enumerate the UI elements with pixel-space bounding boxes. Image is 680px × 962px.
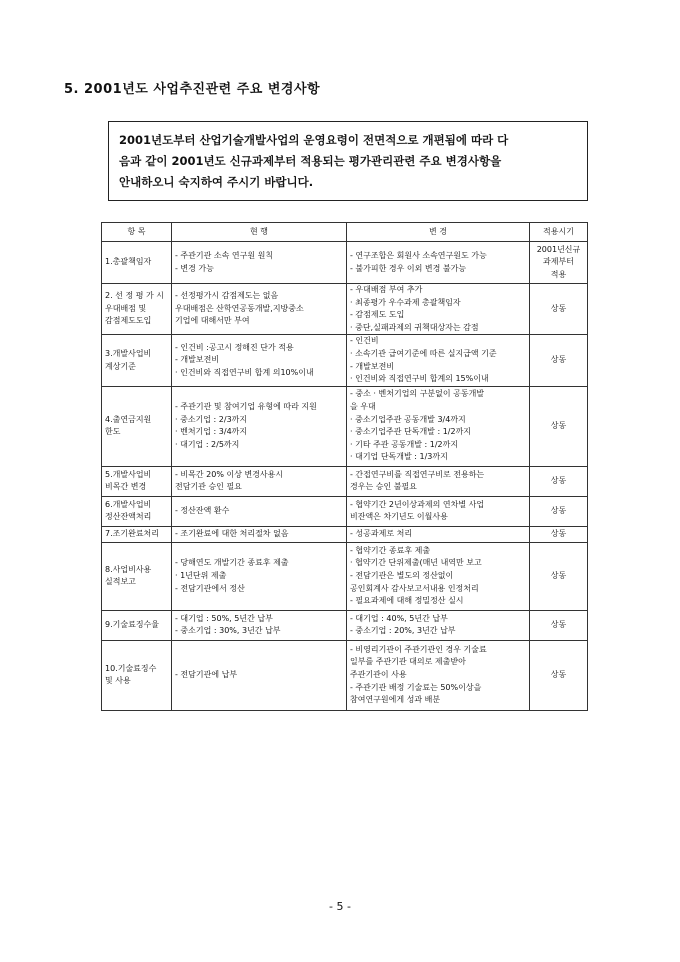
row-current-cell [172, 284, 347, 335]
cell-line: - 주관기관 소속 연구원 원칙 [175, 250, 274, 260]
cell-line: 정산잔액처리 [105, 512, 152, 522]
cell-line: - 주관기관 및 참여기업 유형에 따라 지원 [175, 402, 317, 412]
row-change-cell [347, 386, 530, 466]
cell-line: 공인회계사 감사보고서내용 인정처리 [350, 583, 479, 593]
cell-line: 상동 [550, 303, 567, 313]
row-apply-cell [530, 242, 588, 284]
cell-line: 상동 [550, 475, 567, 485]
cell-line: - 우대배점 부여 추가 [350, 285, 423, 294]
cell-line: 실적보고 [105, 577, 136, 587]
row-item-cell [102, 542, 172, 610]
row-current-cell [172, 640, 347, 710]
row-change-cell [347, 610, 530, 640]
cell-line: - 협약기간 2년이상과제의 연차별 사업 [350, 499, 485, 509]
notice-box [108, 121, 588, 201]
row-apply-cell [530, 466, 588, 496]
cell-line: 참여연구원에게 성과 배분 [350, 695, 441, 705]
cell-line: - 중소 · 벤처기업의 구분없이 공동개발 [350, 389, 485, 399]
cell-line: 3.개발사업비 [105, 348, 152, 358]
header-change: 변 경 [347, 223, 530, 242]
cell-line: 과제부터 [543, 257, 574, 267]
cell-line: - 인건비 [350, 336, 379, 346]
cell-line: 우대배점 및 [105, 303, 147, 313]
cell-line: · 기타 주관 공동개발 : 1/2까지 [350, 439, 459, 449]
cell-line: 주관기관이 사용 [350, 669, 407, 679]
cell-line: - 개발보전비 [350, 361, 395, 371]
cell-line: - 성공과제로 처리 [350, 528, 413, 538]
cell-line: 적용 [550, 269, 567, 279]
cell-line: - 당해연도 개발기간 종료후 제출 [175, 558, 289, 568]
notice-line: 안내하오니 숙지하여 주시기 바랍니다. [119, 175, 314, 189]
table-row [102, 496, 588, 526]
table-row [102, 610, 588, 640]
cell-line: - 인건비 :공고시 정해진 단가 적용 [175, 342, 294, 352]
cell-line: - 불가피한 경우 이외 변경 불가능 [350, 263, 467, 273]
cell-line: 한도 [105, 427, 121, 437]
cell-line: 계상기준 [105, 361, 136, 371]
cell-line: 7.조기완료처리 [105, 528, 160, 538]
cell-line: 상동 [550, 420, 567, 430]
cell-line: · 협약기간 단위제출(매년 내역만 보고 [350, 558, 482, 568]
page-number: - 5 - [329, 900, 351, 913]
cell-line: - 선정평가시 감점제도는 없음 [175, 291, 279, 301]
cell-line: 6.개발사업비 [105, 499, 152, 509]
table-row [102, 284, 588, 335]
table-row [102, 640, 588, 710]
cell-line: 상동 [550, 528, 567, 538]
row-change-cell [347, 496, 530, 526]
row-change-cell [347, 335, 530, 386]
row-item-cell [102, 640, 172, 710]
cell-line: 감점제도도입 [105, 316, 152, 326]
cell-line: - 비목간 20% 이상 변경사용시 [175, 469, 284, 479]
cell-line: - 필요과제에 대해 정밀정산 실시 [350, 596, 464, 606]
cell-line: · 대기업 : 2/5까지 [175, 439, 240, 449]
table-row [102, 242, 588, 284]
cell-line: 8.사업비사용 [105, 564, 152, 574]
cell-line: - 변경 가능 [175, 263, 214, 273]
cell-line: · 인건비와 직접연구비 합계의 15%이내 [350, 374, 489, 384]
cell-line: - 전담기관에 납부 [175, 669, 238, 679]
section-title: 5. 2001년도 사업추진관련 주요 변경사항 [64, 82, 321, 97]
row-apply-cell [530, 610, 588, 640]
cell-line: 우대배점은 산학연공동개발,지방중소 [175, 303, 304, 313]
row-apply-cell [530, 335, 588, 386]
cell-line: · 소속기관 급여기준에 따른 실지급액 기준 [350, 348, 497, 358]
row-apply-cell [530, 542, 588, 610]
cell-line: 상동 [550, 619, 567, 629]
notice-line: 2001년도부터 산업기술개발사업의 운영요령이 전면적으로 개편됨에 따라 다 [119, 133, 509, 147]
header-current: 현 행 [172, 223, 347, 242]
table-row [102, 466, 588, 496]
row-current-cell [172, 335, 347, 386]
table-row [102, 542, 588, 610]
row-item-cell [102, 496, 172, 526]
cell-line: 기업에 대해서만 부여 [175, 316, 250, 326]
cell-line: · 대기업 단독개발 : 1/3까지 [350, 452, 448, 462]
table-body [102, 242, 588, 711]
cell-line: 상동 [550, 669, 567, 679]
row-item-cell [102, 466, 172, 496]
cell-line: - 연구조합은 회원사 소속연구원도 가능 [350, 250, 487, 260]
table-row [102, 335, 588, 386]
cell-line: - 간접연구비를 직접연구비로 전용하는 [350, 469, 485, 479]
row-item-cell [102, 386, 172, 466]
cell-line: - 전담기관은 별도의 정산없이 [350, 570, 454, 580]
row-change-cell [347, 640, 530, 710]
row-item-cell [102, 335, 172, 386]
row-apply-cell [530, 526, 588, 542]
cell-line: - 정산잔액 환수 [175, 505, 230, 515]
cell-line: · 인건비와 직접연구비 합계 의10%이내 [175, 367, 314, 377]
cell-line: · 중단,실패과제의 귀책대상자는 감점 [350, 322, 479, 332]
table-row [102, 526, 588, 542]
cell-line: - 비영리기관이 주관기관인 경우 기술료 [350, 644, 487, 654]
cell-line: · 1년단위 제출 [175, 570, 227, 580]
row-current-cell [172, 496, 347, 526]
row-change-cell [347, 526, 530, 542]
row-current-cell [172, 542, 347, 610]
cell-line: 4.출연금지원 [105, 414, 152, 424]
row-item-cell [102, 242, 172, 284]
row-item-cell [102, 284, 172, 335]
row-change-cell [347, 466, 530, 496]
row-apply-cell [530, 496, 588, 526]
cell-line: - 대기업 : 40%, 5년간 납부 [350, 613, 448, 623]
cell-line: 5.개발사업비 [105, 469, 152, 479]
header-item: 항 목 [102, 223, 172, 242]
cell-line: · 최종평가 우수과제 총괄책임자 [350, 297, 461, 307]
row-apply-cell [530, 386, 588, 466]
row-change-cell [347, 284, 530, 335]
cell-line: 9.기술료징수율 [105, 619, 160, 629]
row-current-cell [172, 242, 347, 284]
cell-line: · 중소기업주관 공동개발 3/4까지 [350, 414, 466, 424]
cell-line: - 조기완료에 대한 처리절차 없음 [175, 528, 289, 538]
cell-line: · 중소기업 : 2/3까지 [175, 414, 248, 424]
cell-line: · 중소기업주관 단독개발 : 1/2까지 [350, 427, 472, 437]
cell-line: 경우는 승인 불필요 [350, 482, 417, 492]
cell-line: - 중소기업 : 20%, 3년간 납부 [350, 626, 456, 636]
row-change-cell [347, 542, 530, 610]
header-apply: 적용시기 [530, 223, 588, 242]
notice-line: 음과 같이 2001년도 신규과제부터 적용되는 평가관리관련 주요 변경사항을 [119, 154, 502, 168]
cell-line: · 벤처기업 : 3/4까지 [175, 427, 248, 437]
cell-line: 전담기관 승인 필요 [175, 482, 242, 492]
cell-line: - 중소기업 : 30%, 3년간 납부 [175, 626, 281, 636]
cell-line: - 협약기간 종료후 제출 [350, 545, 431, 555]
cell-line: 상동 [550, 505, 567, 515]
cell-line: 및 사용 [105, 676, 131, 686]
table-header-row [102, 223, 588, 242]
cell-line: - 대기업 : 50%, 5년간 납부 [175, 613, 273, 623]
row-change-cell [347, 242, 530, 284]
cell-line: 2. 선 정 평 가 시 [105, 291, 164, 301]
cell-line: 10.기술료징수 [105, 663, 157, 673]
table-row [102, 386, 588, 466]
changes-table [101, 222, 588, 711]
row-item-cell [102, 526, 172, 542]
row-current-cell [172, 386, 347, 466]
row-apply-cell [530, 640, 588, 710]
cell-line: 을 우대 [350, 402, 376, 412]
row-apply-cell [530, 284, 588, 335]
cell-line: 상동 [550, 570, 567, 580]
cell-line: 2001년신규 [536, 244, 581, 254]
cell-line: 비목간 변경 [105, 482, 147, 492]
cell-line: - 개발보전비 [175, 355, 220, 365]
cell-line: 일부를 주관기관 대의로 제출받아 [350, 657, 466, 667]
cell-line: 상동 [550, 355, 567, 365]
row-item-cell [102, 610, 172, 640]
cell-line: 비잔액은 차기년도 이월사용 [350, 512, 448, 522]
cell-line: - 감점제도 도입 [350, 310, 405, 320]
row-current-cell [172, 610, 347, 640]
row-current-cell [172, 526, 347, 542]
cell-line: 1.총괄책임자 [105, 257, 152, 267]
row-current-cell [172, 466, 347, 496]
cell-line: - 주관기관 배정 기술료는 50%이상을 [350, 682, 482, 692]
cell-line: - 전담기관에서 정산 [175, 583, 245, 593]
